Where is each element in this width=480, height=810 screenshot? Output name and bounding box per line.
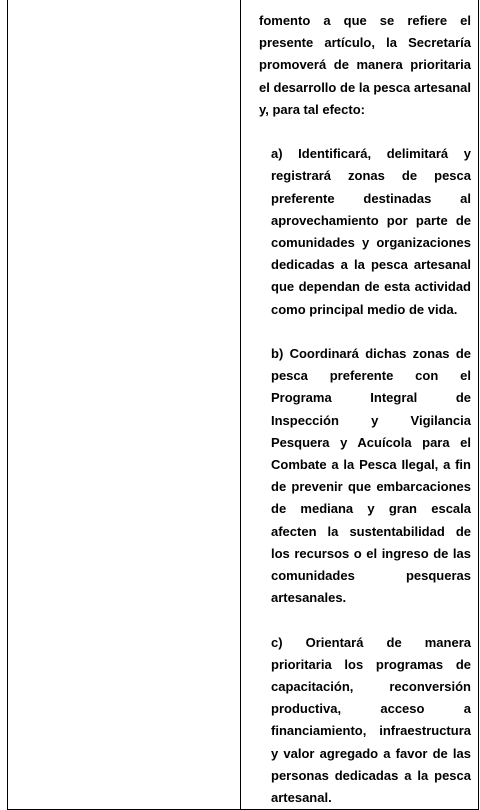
list-item-b: b) Coordinará dichas zonas de pesca preferente con el Programa Integral de Inspección y Vigilancia Pesquera y Acuícola para el Combate a la Pesca Ilegal, a fin de prevenir que embarcaciones de mediana y gran escala afecten la sustentabilidad de los recursos o el ingreso de las comunidades pesqueras artesanales. — [271, 346, 471, 606]
intro-paragraph: fomento a que se refiere el presente artículo, la Secretaría promoverá de manera prioritaria el desarrollo de la pesca artesanal y, para tal efecto: — [259, 13, 471, 117]
right-column-cell — [241, 0, 479, 810]
list-item-c: c) Orientará de manera prioritaria los programas de capacitación, reconversión productiva, acceso a financiamiento, infraestructura y valor agregado a favor de las personas dedicadas a la pesca artesanal. — [271, 634, 471, 806]
right-cell-content — [241, 0, 478, 809]
comparison-table — [7, 0, 479, 810]
table-row — [8, 0, 479, 810]
left-column-cell — [8, 0, 241, 810]
list-item-a: a) Identificará, delimitará y registrará zonas de pesca preferente destinadas al aprovechamiento por parte de comunidades y organizaciones dedicadas a la pesca artesanal que dependan de esta actividad como principal medio de vida. — [271, 146, 471, 317]
